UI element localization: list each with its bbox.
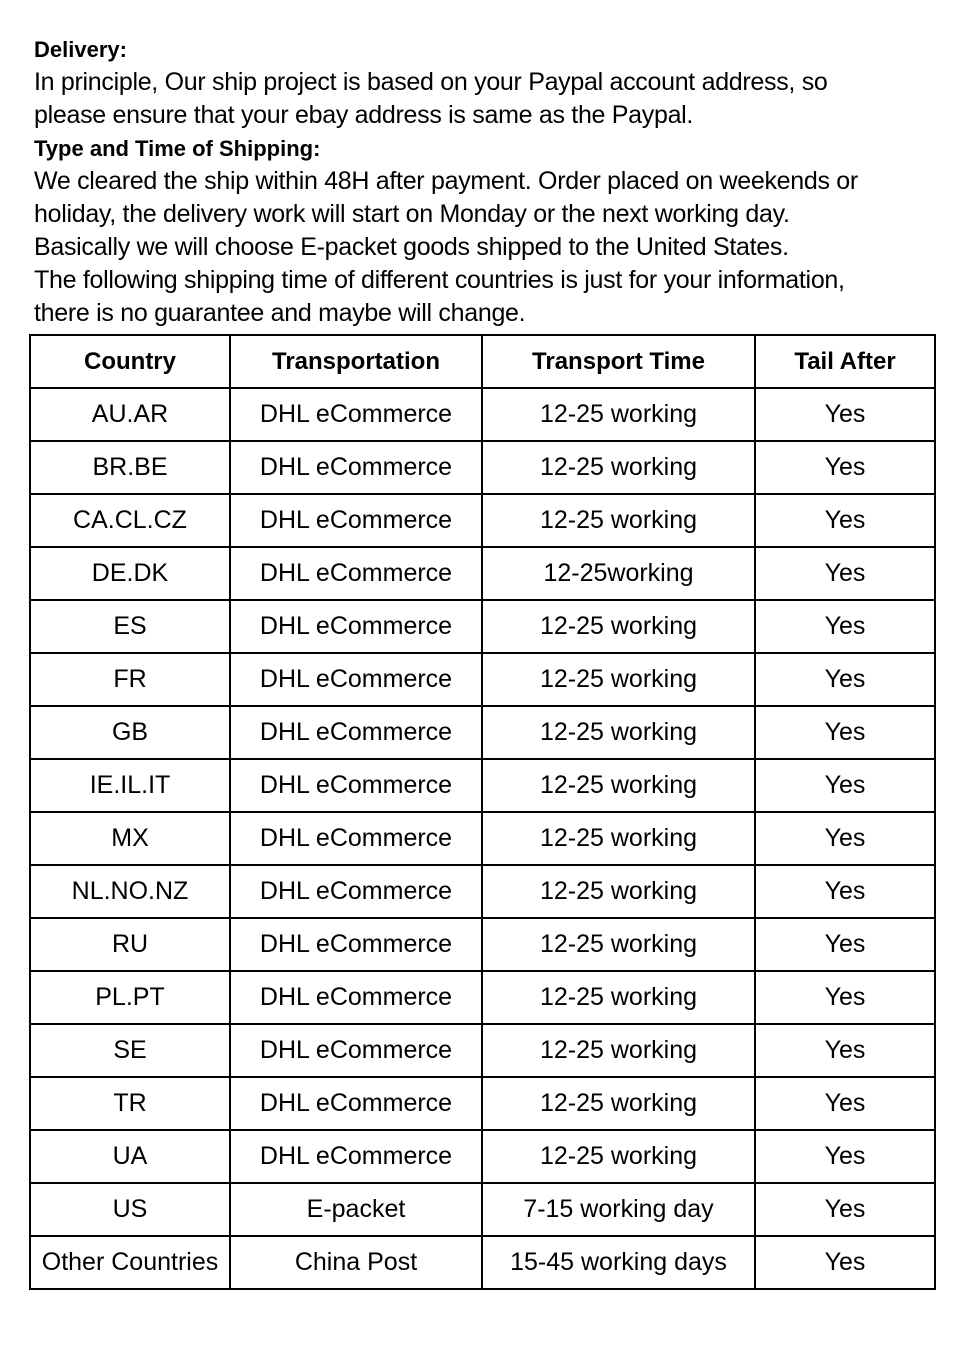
- tail-after-cell: Yes: [755, 1024, 935, 1077]
- table-row: [30, 1024, 935, 1077]
- transport-time-cell: 15-45 working days: [482, 1236, 755, 1289]
- country-cell: MX: [30, 812, 230, 865]
- shipping-line: Basically we will choose E-packet goods shipped to the United States.: [34, 233, 789, 261]
- country-cell: RU: [30, 918, 230, 971]
- transport-time-cell: 12-25 working: [482, 865, 755, 918]
- transportation-cell: DHL eCommerce: [230, 1077, 482, 1130]
- shipping-line: The following shipping time of different countries is just for your information,: [34, 266, 845, 294]
- delivery-heading: Delivery:: [34, 37, 127, 62]
- table-row: [30, 971, 935, 1024]
- table-row: [30, 1183, 935, 1236]
- country-cell: Other Countries: [30, 1236, 230, 1289]
- tail-after-cell: Yes: [755, 971, 935, 1024]
- transportation-cell: E-packet: [230, 1183, 482, 1236]
- tail-after-cell: Yes: [755, 600, 935, 653]
- table-row: [30, 494, 935, 547]
- table-row: [30, 706, 935, 759]
- tail-after-cell: Yes: [755, 1183, 935, 1236]
- transportation-cell: DHL eCommerce: [230, 865, 482, 918]
- tail-after-cell: Yes: [755, 388, 935, 441]
- transportation-cell: DHL eCommerce: [230, 812, 482, 865]
- transport-time-cell: 12-25working: [482, 547, 755, 600]
- tail-after-cell: Yes: [755, 441, 935, 494]
- country-cell: IE.IL.IT: [30, 759, 230, 812]
- country-cell: CA.CL.CZ: [30, 494, 230, 547]
- table-row: [30, 547, 935, 600]
- transport-time-cell: 12-25 working: [482, 494, 755, 547]
- table-row: [30, 812, 935, 865]
- transport-time-cell: 12-25 working: [482, 1130, 755, 1183]
- table-body: [30, 388, 935, 1289]
- country-cell: UA: [30, 1130, 230, 1183]
- country-cell: FR: [30, 653, 230, 706]
- transportation-cell: DHL eCommerce: [230, 706, 482, 759]
- transport-time-cell: 12-25 working: [482, 1024, 755, 1077]
- transportation-cell: DHL eCommerce: [230, 971, 482, 1024]
- country-cell: BR.BE: [30, 441, 230, 494]
- transport-time-cell: 7-15 working day: [482, 1183, 755, 1236]
- table-row: [30, 388, 935, 441]
- table-row: [30, 759, 935, 812]
- country-cell: GB: [30, 706, 230, 759]
- tail-after-cell: Yes: [755, 918, 935, 971]
- intro-section: [34, 33, 939, 330]
- delivery-line: please ensure that your ebay address is same as the Paypal.: [34, 101, 694, 129]
- table-row: [30, 1236, 935, 1289]
- transport-time-cell: 12-25 working: [482, 812, 755, 865]
- transportation-cell: China Post: [230, 1236, 482, 1289]
- transport-time-cell: 12-25 working: [482, 706, 755, 759]
- tail-after-cell: Yes: [755, 494, 935, 547]
- tail-after-cell: Yes: [755, 865, 935, 918]
- transport-time-cell: 12-25 working: [482, 918, 755, 971]
- header-country: Country: [30, 335, 230, 388]
- transportation-cell: DHL eCommerce: [230, 653, 482, 706]
- transport-time-cell: 12-25 working: [482, 971, 755, 1024]
- shipping-table: [29, 334, 936, 1290]
- table-header-row: [30, 335, 935, 388]
- shipping-line: holiday, the delivery work will start on Monday or the next working day.: [34, 200, 790, 228]
- tail-after-cell: Yes: [755, 1236, 935, 1289]
- transportation-cell: DHL eCommerce: [230, 759, 482, 812]
- transport-time-cell: 12-25 working: [482, 600, 755, 653]
- shipping-line: We cleared the ship within 48H after payment. Order placed on weekends or: [34, 167, 858, 195]
- header-transportation: Transportation: [230, 335, 482, 388]
- tail-after-cell: Yes: [755, 759, 935, 812]
- table-row: [30, 865, 935, 918]
- transportation-cell: DHL eCommerce: [230, 600, 482, 653]
- table-row: [30, 441, 935, 494]
- transport-time-cell: 12-25 working: [482, 388, 755, 441]
- header-transport-time: Transport Time: [482, 335, 755, 388]
- tail-after-cell: Yes: [755, 1077, 935, 1130]
- tail-after-cell: Yes: [755, 653, 935, 706]
- header-tail-after: Tail After: [755, 335, 935, 388]
- country-cell: ES: [30, 600, 230, 653]
- country-cell: US: [30, 1183, 230, 1236]
- tail-after-cell: Yes: [755, 706, 935, 759]
- table-row: [30, 918, 935, 971]
- table-row: [30, 1077, 935, 1130]
- tail-after-cell: Yes: [755, 1130, 935, 1183]
- delivery-line: In principle, Our ship project is based on your Paypal account address, so: [34, 68, 828, 96]
- table-row: [30, 600, 935, 653]
- shipping-line: there is no guarantee and maybe will change.: [34, 299, 526, 327]
- transportation-cell: DHL eCommerce: [230, 388, 482, 441]
- transport-time-cell: 12-25 working: [482, 441, 755, 494]
- transport-time-cell: 12-25 working: [482, 759, 755, 812]
- transportation-cell: DHL eCommerce: [230, 918, 482, 971]
- country-cell: AU.AR: [30, 388, 230, 441]
- country-cell: TR: [30, 1077, 230, 1130]
- transportation-cell: DHL eCommerce: [230, 1024, 482, 1077]
- transportation-cell: DHL eCommerce: [230, 441, 482, 494]
- country-cell: SE: [30, 1024, 230, 1077]
- transport-time-cell: 12-25 working: [482, 653, 755, 706]
- table-row: [30, 653, 935, 706]
- country-cell: DE.DK: [30, 547, 230, 600]
- transport-time-cell: 12-25 working: [482, 1077, 755, 1130]
- transportation-cell: DHL eCommerce: [230, 547, 482, 600]
- tail-after-cell: Yes: [755, 812, 935, 865]
- country-cell: NL.NO.NZ: [30, 865, 230, 918]
- tail-after-cell: Yes: [755, 547, 935, 600]
- shipping-heading: Type and Time of Shipping:: [34, 136, 321, 161]
- table-row: [30, 1130, 935, 1183]
- country-cell: PL.PT: [30, 971, 230, 1024]
- transportation-cell: DHL eCommerce: [230, 494, 482, 547]
- transportation-cell: DHL eCommerce: [230, 1130, 482, 1183]
